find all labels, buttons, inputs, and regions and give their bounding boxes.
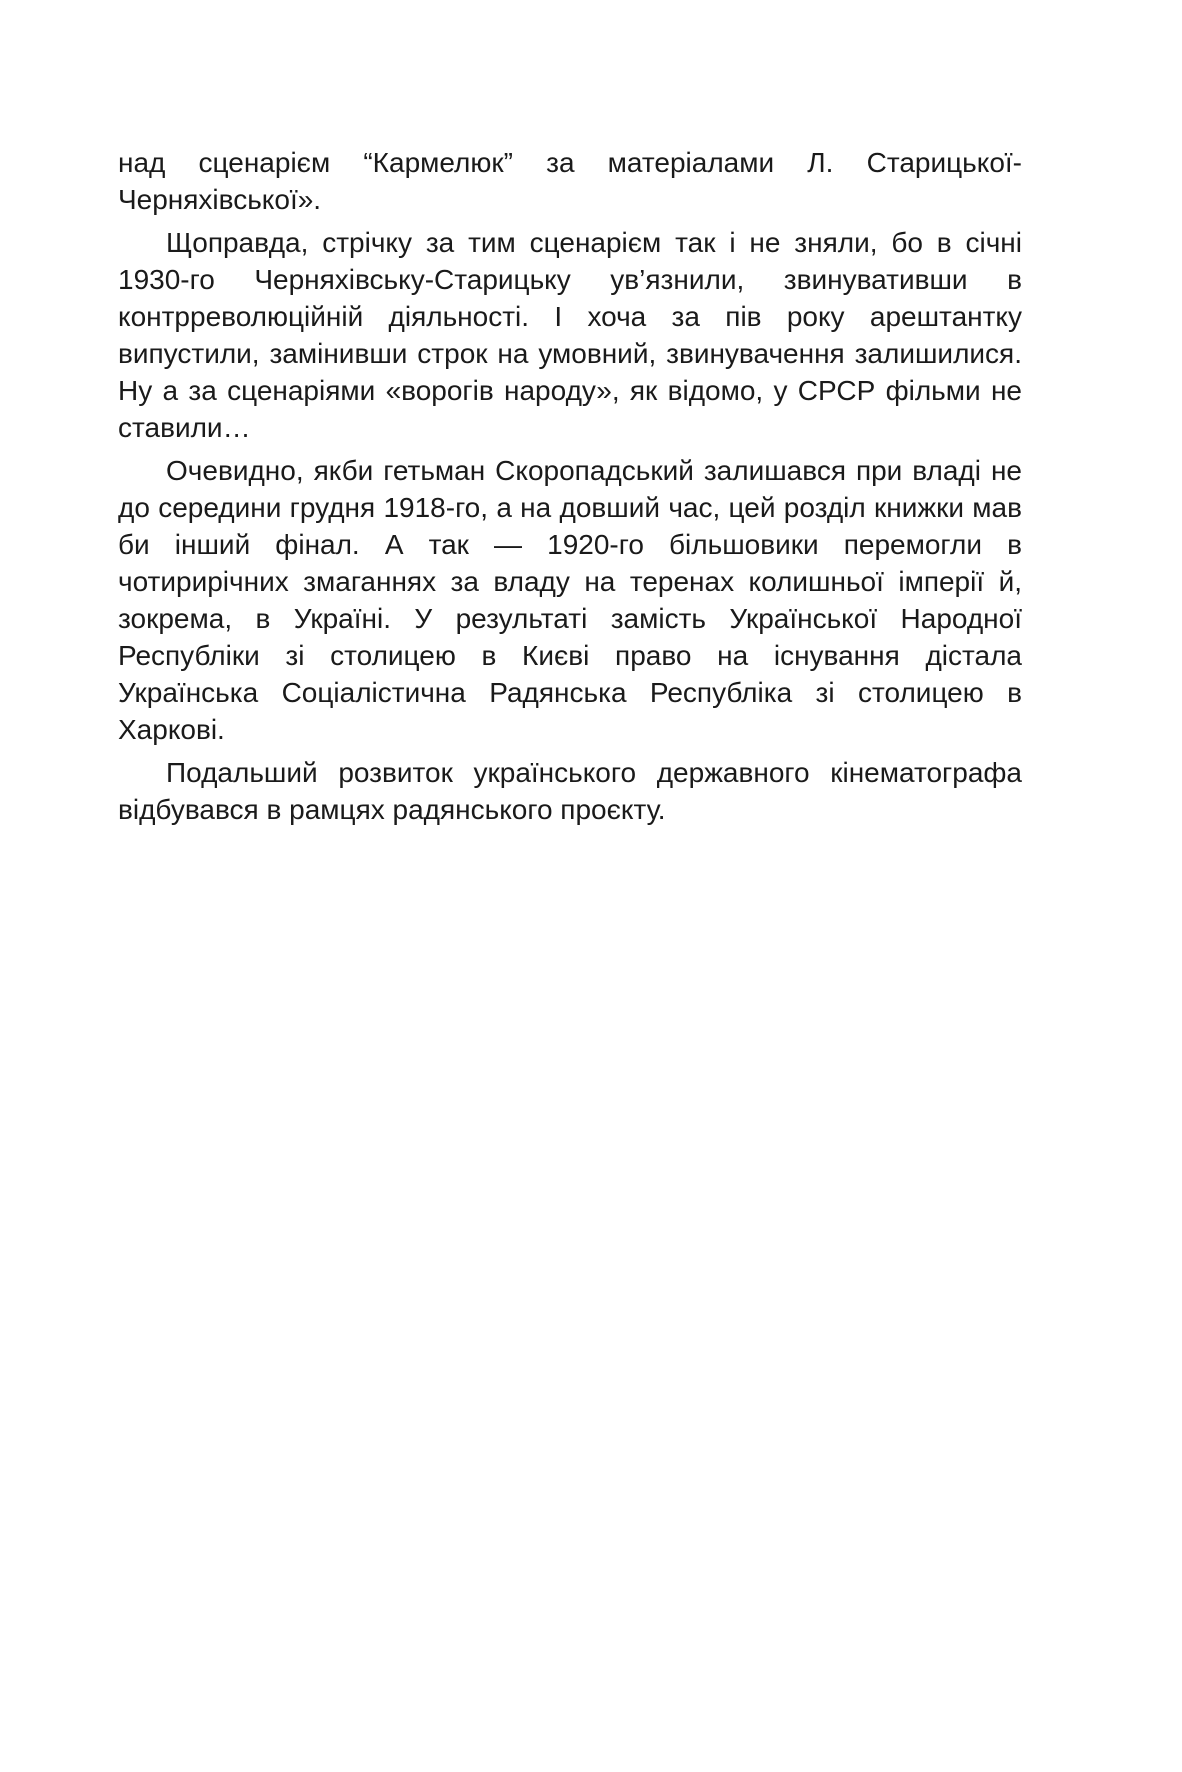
paragraph-continuation: над сценарієм “Кармелюк” за матеріалами Л. Старицької-Черняхівської». bbox=[118, 147, 1022, 215]
paragraph: Подальший розвиток українського державного кінематографа відбувався в рамцях радянського проєкту. bbox=[118, 757, 1022, 825]
body-text bbox=[118, 144, 1022, 828]
paragraph: Очевидно, якби гетьман Скоропадський залишався при владі не до середини грудня 1918-го, а на довший час, цей розділ книжки мав би інший фінал. А так — 1920-го більшовики перемогли в чотирирічних змаганнях за владу на теренах колишньої імперії й, зокрема, в Україні. У результаті замість Української Народної Республіки зі столицею в Києві право на існування дістала Українська Соціалістична Радянська Республіка зі столицею в Харкові. bbox=[118, 455, 1022, 745]
paragraph: Щоправда, стрічку за тим сценарієм так і не зняли, бо в січні 1930-го Черняхівську-Старицьку ув’язнили, звинувативши в контрреволюційній діяльності. І хоча за пів року арештантку випустили, замінивши строк на умовний, звинувачення залишилися. Ну а за сценаріями «ворогів народу», як відомо, у СРСР фільми не ставили… bbox=[118, 227, 1022, 443]
